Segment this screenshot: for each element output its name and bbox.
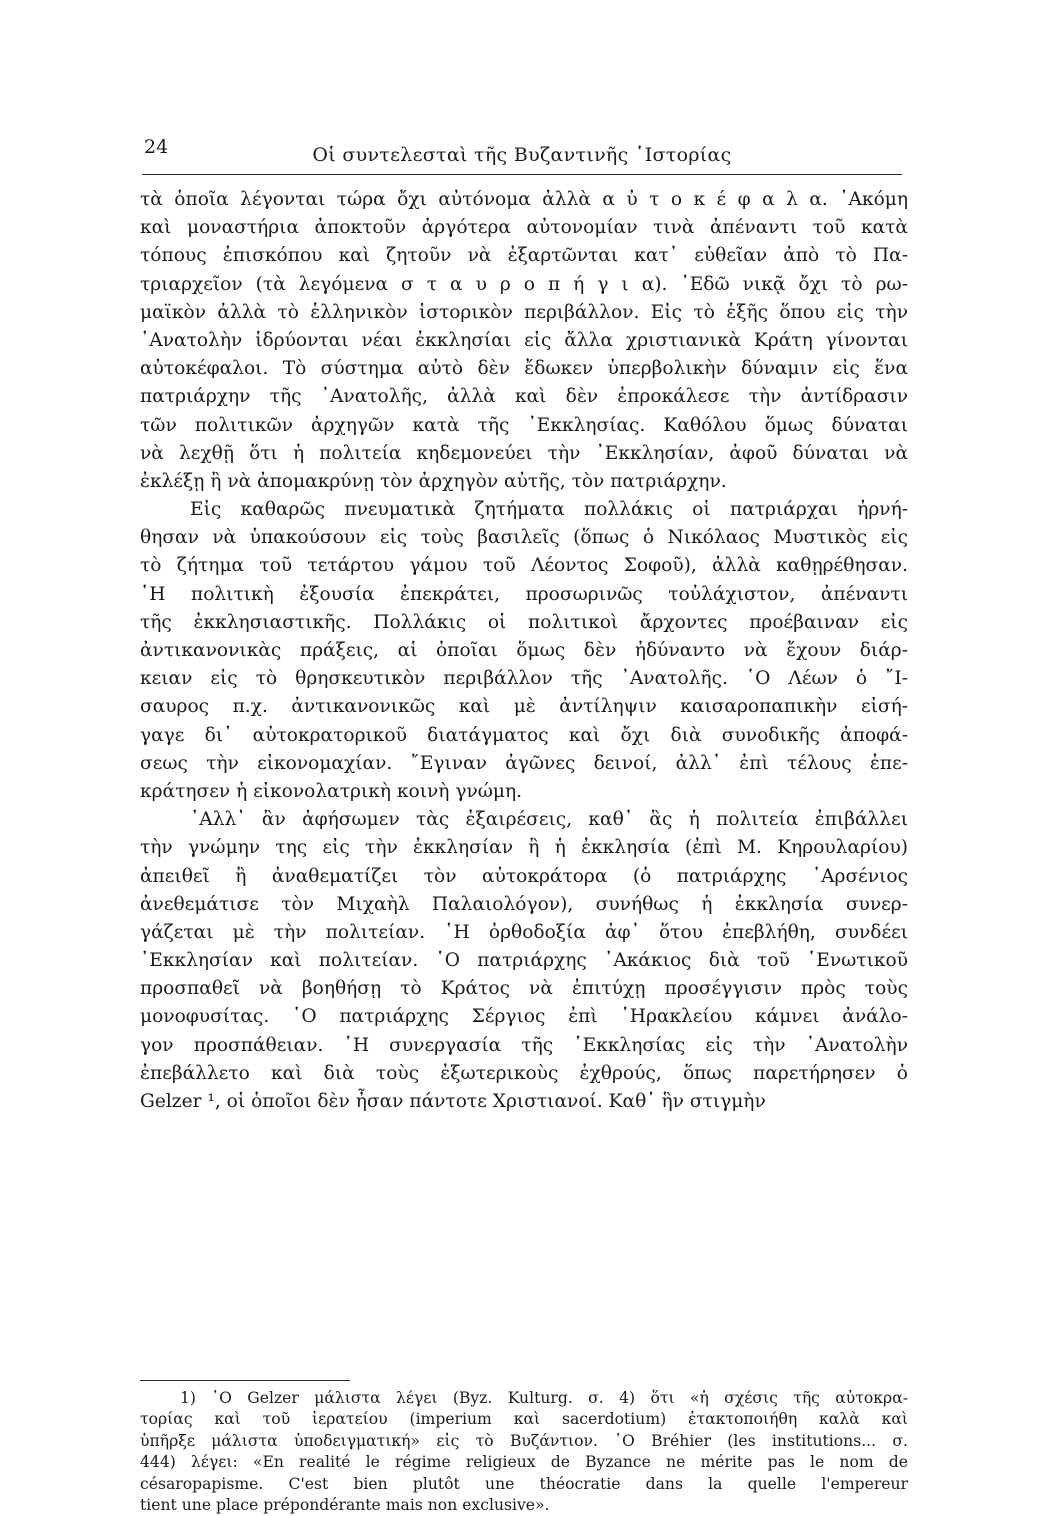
text-line: κειαν εἰς τὸ θρησκευτικὸν περιβάλλον τῆς ᾿Ανατολῆς. ῾Ο Λέων ὁ ῎Ι- [140,668,908,690]
text-line: Εἰς καθαρῶς πνευματικὰ ζητήματα πολλάκις οἱ πατριάρχαι ἠρνή- [190,499,908,521]
footnote-line: ὑπῆρξε μάλιστα ὑποδειγματική» εἰς τὸ Βυζάντιον. ῾Ο Bréhier (les institutions... σ. [140,1431,908,1450]
text-line: τὴν γνώμην της εἰς τὴν ἐκκλησίαν ἢ ἡ ἐκκλησία (ἐπὶ Μ. Κηρουλαρίου) [140,837,908,859]
text-line: πατριάρχην τῆς ᾿Ανατολῆς, ἀλλὰ καὶ δὲν ἐπροκάλεσε τὴν ἀντίδρασιν [140,386,908,408]
text-line: γαγε δι᾿ αὐτοκρατορικοῦ διατάγματος καὶ ὄχι διὰ συνοδικῆς ἀποφά- [140,724,908,746]
paragraph [140,186,908,496]
text-line: ἀπειθεῖ ἢ ἀναθεματίζει τὸν αὐτοκράτορα (ὁ πατριάρχης ᾿Αρσένιος [140,865,908,887]
text-line: τριαρχεῖον (τὰ λεγόμενα σ τ α υ ρ ο π ή γ ι α). ᾿Εδῶ νικᾷ ὄχι τὸ ρω- [140,273,908,295]
paragraph [140,496,908,806]
text-line: τὰ ὁποῖα λέγονται τώρα ὄχι αὐτόνομα ἀλλὰ α ὐ τ ο κ έ φ α λ α. ᾿Ακόμη [140,189,908,210]
text-line: ᾿Ανατολὴν ἱδρύονται νέαι ἐκκλησίαι εἰς ἄλλα χριστιανικὰ Κράτη γίνονται [140,329,908,351]
text-line: αὐτοκέφαλοι. Τὸ σύστημα αὐτὸ δὲν ἔδωκεν ὑπερβολικὴν δύναμιν εἰς ἕνα [140,358,908,380]
text-line: σαυρος π.χ. ἀντικανονικῶς καὶ μὲ ἀντίληψιν καισαροπαπικὴν εἰσή- [140,696,908,718]
footnote-line: césaropapisme. C'est bien plutôt une théocratie dans la quelle l'empereur [140,1474,908,1493]
text-line: γάζεται μὲ τὴν πολιτείαν. ῾Η ὀρθοδοξία ἀφ᾿ ὅτου ἐπεβλήθη, συνδέει [140,921,908,943]
body-text [140,186,908,1116]
text-line: ᾿Αλλ᾿ ἂν ἀφήσωμεν τὰς ἐξαιρέσεις, καθ᾿ ἃς ἡ πολιτεία ἐπιβάλλει [190,809,908,831]
text-line: ἀνεθεμάτισε τὸν Μιχαὴλ Παλαιολόγον), συνήθως ἡ ἐκκλησία συνερ- [140,893,908,915]
text-line: τόπους ἐπισκόπου καὶ ζητοῦν νὰ ἐξαρτῶνται κατ᾿ εὐθεῖαν ἀπὸ τὸ Πα- [140,245,908,267]
text-line: ἐκλέξῃ ἢ νὰ ἀπομακρύνῃ τὸν ἀρχηγὸν αὐτῆς, τὸν πατριάρχην. [140,470,727,492]
text-line: νὰ λεχθῇ ὅτι ἡ πολιτεία κηδεμονεύει τὴν ᾿Εκκλησίαν, ἀφοῦ δύναται νὰ [140,442,908,464]
text-line: τὸ ζήτημα τοῦ τετάρτου γάμου τοῦ Λέοντος Σοφοῦ), ἀλλὰ καθῃρέθησαν. [140,555,908,577]
text-line: τῆς ἐκκλησιαστικῆς. Πολλάκις οἱ πολιτικοὶ ἄρχοντες προέβαιναν εἰς [140,611,908,633]
text-line: θησαν νὰ ὑπακούσουν εἰς τοὺς βασιλεῖς (ὅπως ὁ Νικόλαος Μυστικὸς εἰς [140,527,908,549]
text-line: ῾Η πολιτικὴ ἐξουσία ἐπεκράτει, προσωρινῶς τοὐλάχιστον, ἀπέναντι [140,583,908,605]
text-line: Gelzer ¹, οἱ ὁποῖοι δὲν ἦσαν πάντοτε Χριστιανοί. Καθ᾿ ἣν στιγμὴν [140,1091,766,1112]
text-line: κράτησεν ἡ εἰκονολατρικὴ κοινὴ γνώμη. [140,780,523,802]
paragraph [140,806,908,1116]
page-number: 24 [144,136,169,158]
text-line: τῶν πολιτικῶν ἀρχηγῶν κατὰ τῆς ᾿Εκκλησίας. Καθόλου ὅμως δύναται [140,414,908,436]
footnote-divider [140,1380,350,1381]
text-line: σεως τὴν εἰκονομαχίαν. ῎Εγιναν ἀγῶνες δεινοί, ἀλλ᾿ ἐπὶ τέλους ἐπε- [140,752,908,774]
footnote-line: tient une place prépondérante mais non exclusive». [140,1495,550,1514]
text-line: προσπαθεῖ νὰ βοηθήσῃ τὸ Κράτος νὰ ἐπιτύχῃ προσέγγισιν πρὸς τοὺς [140,978,908,1000]
page-header [142,130,902,175]
text-line: ᾿Εκκλησίαν καὶ πολιτείαν. ῾Ο πατριάρχης ᾿Ακάκιος διὰ τοῦ ῾Ενωτικοῦ [140,950,908,972]
footnote-line: 1) ῾Ο Gelzer μάλιστα λέγει (Byz. Kulturg. σ. 4) ὅτι «ἡ σχέσις τῆς αὐτοκρα- [180,1389,908,1407]
footnote-line: 444) λέγει: «En realité le régime religieux de Byzance ne mérite pas le nom de [140,1453,908,1472]
text-line: γον προσπάθειαν. ῾Η συνεργασία τῆς ᾿Εκκλησίας εἰς τὴν ᾿Ανατολὴν [140,1034,908,1056]
text-line: μονοφυσίτας. ῾Ο πατριάρχης Σέργιος ἐπὶ ῾Ηρακλείου κάμνει ἀνάλο- [140,1006,908,1028]
running-title: Οἱ συντελεσταὶ τῆς Βυζαντινῆς ῾Ιστορίας [312,144,732,166]
text-line: ἐπεβάλλετο καὶ διὰ τοὺς ἐξωτερικοὺς ἐχθρούς, ὅπως παρετήρησεν ὁ [140,1062,908,1084]
text-line: μαϊκὸν ἀλλὰ τὸ ἑλληνικὸν ἱστορικὸν περιβάλλον. Εἰς τὸ ἑξῆς ὅπου εἰς τὴν [140,301,908,323]
footnote-line: τορίας καὶ τοῦ ἱερατείου (imperium καὶ sacerdotium) ἐτακτοποιήθη καλὰ καὶ [140,1410,908,1429]
text-line: καὶ μοναστήρια ἀποκτοῦν ἀργότερα αὐτονομίαν τινὰ ἀπέναντι τοῦ κατὰ [140,217,908,239]
footnotes [140,1388,908,1516]
text-line: ἀντικανονικὰς πράξεις, αἱ ὁποῖαι ὅμως δὲν ἠδύναντο νὰ ἔχουν διάρ- [140,640,908,661]
